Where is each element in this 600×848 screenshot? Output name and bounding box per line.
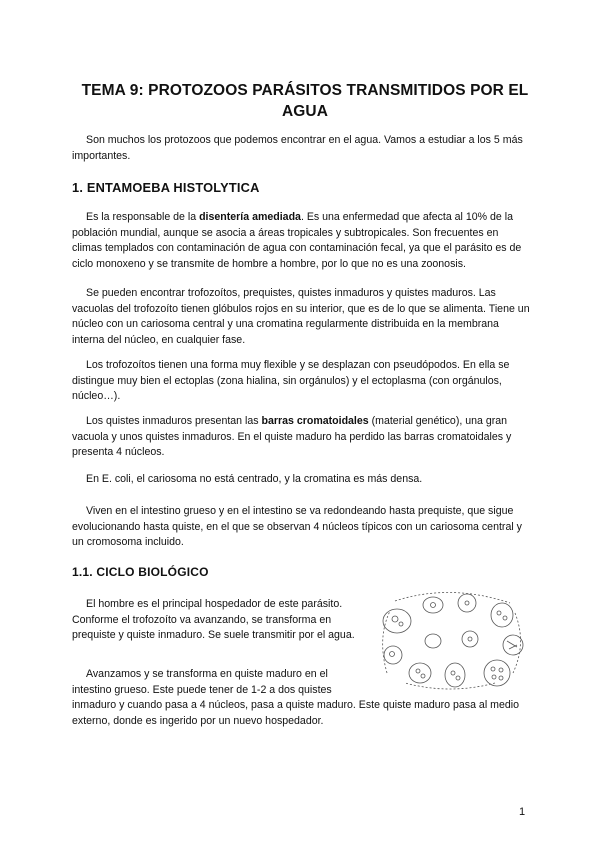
p5-text: En E. coli, el cariosoma no está centrado, y la cromatina es más densa. [86, 473, 423, 485]
p1-bold-term: disentería amediada [199, 211, 301, 223]
section-1-1-paragraph-2b: inmaduro y cuando pasa a 4 núcleos, pasa a quiste maduro. Este quiste maduro pasa al medio externo, donde es ingerido por un nuevo hospedador. [72, 699, 519, 727]
section-1-paragraph-3 [72, 358, 530, 405]
intro-text: Son muchos los protozoos que podemos encontrar en el agua. Vamos a estudiar a los 5 más importantes. [72, 134, 523, 162]
page-number: 1 [519, 806, 526, 818]
section-1-paragraph-1 [72, 210, 530, 272]
p4-bold-term: barras cromatoidales [261, 415, 369, 427]
p4-text-c: (material genético), una gran vacuola y unos quistes inmaduros. En el quiste maduro ha perdido las barras cromatoidales y presenta 4 núcleos. [72, 415, 512, 458]
p4-text-a: Los quistes inmaduros presentan las [86, 415, 262, 427]
section-1-1-paragraph-2a [72, 667, 362, 698]
section-1-paragraph-2 [72, 286, 530, 348]
section-1-1-paragraph-1 [72, 597, 362, 644]
p2-text: Se pueden encontrar trofozoítos, prequistes, quistes inmaduros y quistes maduros. Las vacuolas del trofozoíto tienen glóbulos rojos en su interior, que es de lo que se alimenta. Tiene un núcleo con un cariosoma central y una cromatina regularmente distribuida en la membrana interna del núcleo, en cualquier fase. [72, 287, 530, 346]
section-1-1-heading: 1.1. CICLO BIOLÓGICO [72, 565, 209, 579]
life-cycle-illustration [375, 583, 530, 693]
p6-text: Viven en el intestino grueso y en el intestino se va redondeando hasta prequiste, que sigue evolucionando hasta quiste, en el que se observan 4 núcleos típicos con un cariosoma central y un cromosoma incluido. [72, 505, 522, 548]
s11-p1-text: El hombre es el principal hospedador de este parásito. Conforme el trofozoíto va avanzando, se transforma en prequiste y quiste inmaduro. Se suele transmitir por el agua. [72, 598, 355, 641]
section-1-paragraph-6 [72, 504, 530, 551]
p1-text-c: . Es una enfermedad que afecta al 10% de la población mundial, aunque se asocia a áreas tropicales y subtropicales. Son frecuentes en climas templados con contaminación de agua con contaminación fecal, ya que el parásito es de ciclo monoxeno y se transmite de hombre a hombre, por lo que no es una zoonosis. [72, 211, 522, 270]
p3-text: Los trofozoítos tienen una forma muy flexible y se desplazan con pseudópodos. En ella se distingue muy bien el ectoplas (zona hialina, sin orgánulos) y el ectoplasma (con orgánulos, núcleo…). [72, 359, 510, 402]
life-cycle-figure [375, 583, 530, 693]
section-1-heading: 1. ENTAMOEBA HISTOLYTICA [72, 180, 260, 195]
intro-paragraph [72, 133, 530, 164]
section-1-paragraph-5 [72, 472, 530, 488]
section-1-paragraph-4 [72, 414, 530, 461]
p1-text-a: Es la responsable de la [86, 211, 200, 223]
page-title: TEMA 9: PROTOZOOS PARÁSITOS TRANSMITIDOS POR EL AGUA [81, 82, 529, 120]
s11-p2-text-a: Avanzamos y se transforma en quiste maduro en el intestino grueso. Este puede tener de 1-2 a dos quistes [72, 668, 332, 696]
